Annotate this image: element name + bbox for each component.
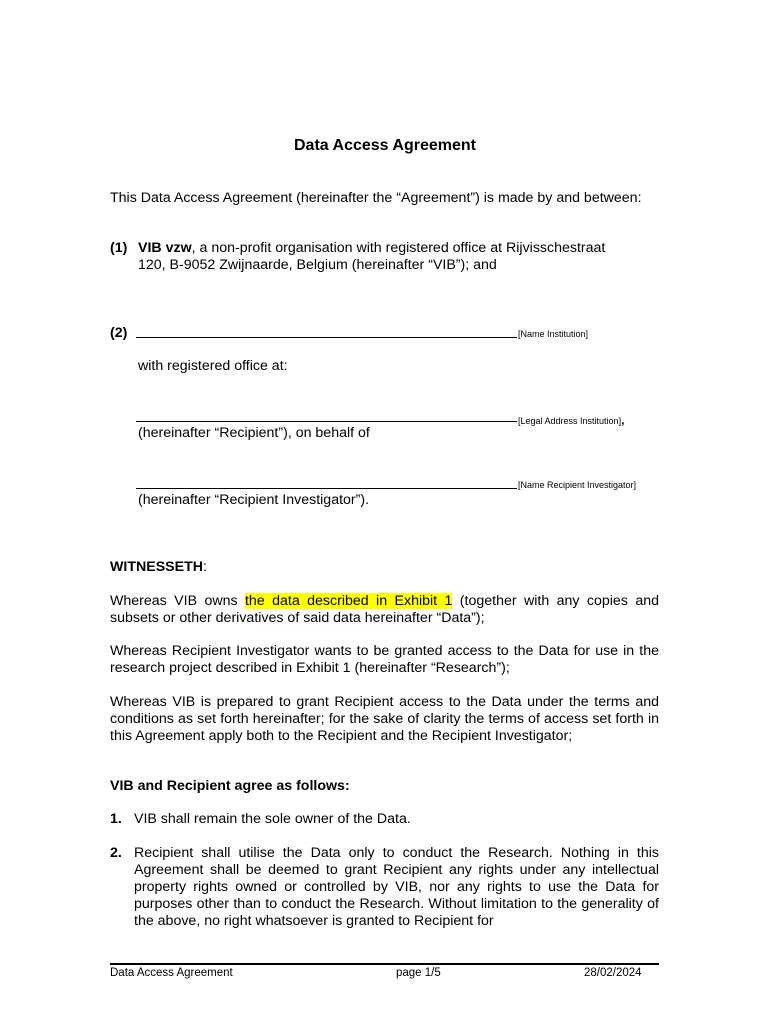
address-label-text: [Legal Address Institution] xyxy=(518,416,622,426)
investigator-text: (hereinafter “Recipient Investigator”). xyxy=(138,492,370,508)
institution-label: [Name Institution] xyxy=(518,329,589,339)
address-comma: , xyxy=(621,413,625,427)
address-blank-line xyxy=(136,421,517,422)
party2-number: (2) xyxy=(110,325,128,341)
witnesseth-heading xyxy=(110,559,659,576)
item-1-text: VIB shall remain the sole owner of the Data. xyxy=(134,811,411,827)
investigator-blank-line xyxy=(136,488,517,489)
institution-blank-line xyxy=(136,337,517,338)
footer-date: 28/02/2024 xyxy=(584,967,642,979)
item-2-text: Recipient shall utilise the Data only to conduct the Research. Nothing in this Agreement shall be deemed to grant Recipient any rights under any intellectual property rights owned or controlled by VIB, nor any rights to use the Data for purposes other than to conduct the Research. Without limitation to the generality of the above, no right whatsoever is granted to Recipient for xyxy=(134,845,659,929)
footer-doc-title: Data Access Agreement xyxy=(110,967,233,979)
whereas1-post: (together with any copies and subsets or other derivatives of said data hereinafter “Data”); xyxy=(110,593,659,626)
party1-paragraph xyxy=(138,240,659,274)
party1-name: VIB vzw xyxy=(138,240,192,256)
whereas-paragraph-3: Whereas VIB is prepared to grant Recipient access to the Data under the terms and conditions as set forth hereinafter; for the sake of clarity the terms of access set forth in this Agreement apply both to the Recipient and the Recipient Investigator; xyxy=(110,694,659,744)
witnesseth-label: WITNESSETH xyxy=(110,559,204,575)
item-2-number: 2. xyxy=(110,845,122,861)
item-1-number: 1. xyxy=(110,811,122,827)
witnesseth-colon: : xyxy=(203,559,207,575)
party1-line2: 120, B-9052 Zwijnaarde, Belgium (hereinafter “VIB”); and xyxy=(138,257,497,273)
party1-line1: , a non-profit organisation with registered office at Rijvisschestraat xyxy=(191,240,606,256)
recipient-text: (hereinafter “Recipient”), on behalf of xyxy=(138,425,370,441)
agree-heading: VIB and Recipient agree as follows: xyxy=(110,778,350,794)
footer-page-number: page 1/5 xyxy=(396,967,441,979)
intro-paragraph: This Data Access Agreement (hereinafter the “Agreement”) is made by and between: xyxy=(110,190,642,206)
party1-number: (1) xyxy=(110,240,128,256)
investigator-label: [Name Recipient Investigator] xyxy=(518,480,637,490)
whereas1-pre: Whereas VIB owns xyxy=(110,593,245,609)
whereas-paragraph-2: Whereas Recipient Investigator wants to be granted access to the Data for use in the research project described in Exhibit 1 (hereinafter “Research”); xyxy=(110,643,659,676)
highlighted-text: the data described in Exhibit 1 xyxy=(244,593,453,609)
whereas-paragraph-1 xyxy=(110,593,659,627)
footer-rule xyxy=(110,963,659,965)
office-text: with registered office at: xyxy=(138,358,288,374)
document-title: Data Access Agreement xyxy=(293,137,476,154)
